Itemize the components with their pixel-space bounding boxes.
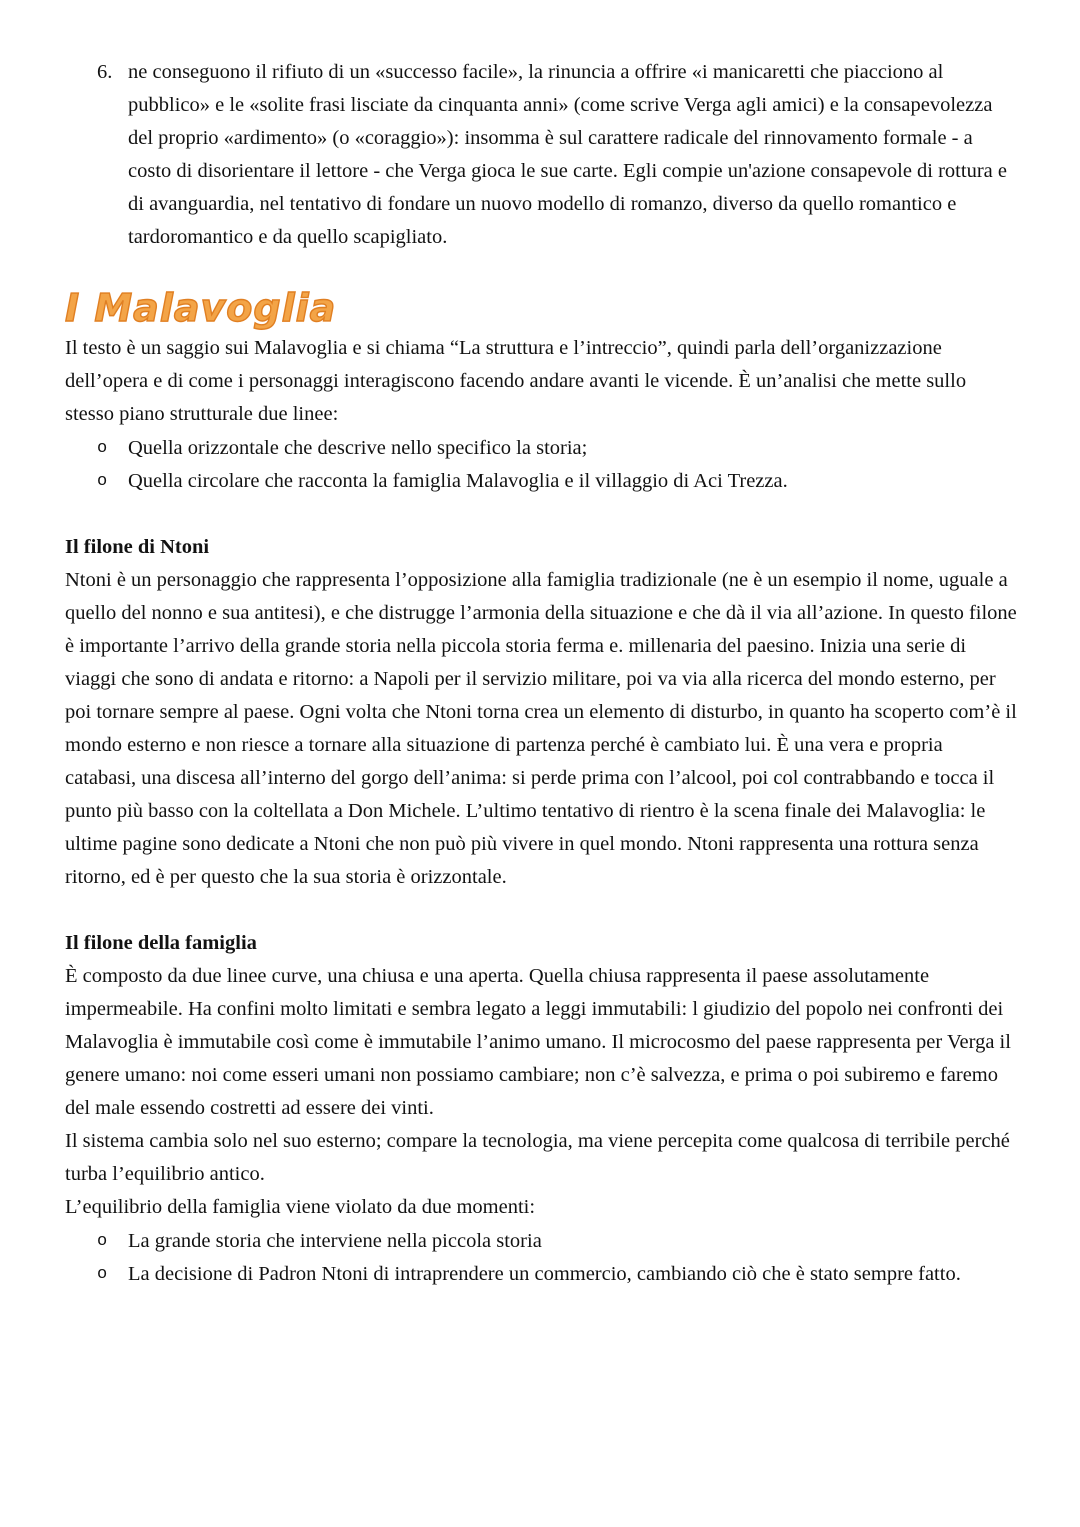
famiglia-paragraph-2: Il sistema cambia solo nel suo esterno; compare la tecnologia, ma viene percepita come qualcosa di terribile perché turba l’equilibrio antico.	[65, 1130, 1010, 1185]
list-item-number: 6.	[97, 61, 113, 83]
famiglia-paragraph-1: È composto da due linee curve, una chiusa e una aperta. Quella chiusa rappresenta il paese assolutamente impermeabile. Ha confini molto limitati e sembra legato a leggi immutabili: l giudizio del popolo nei confronti dei Malavoglia è immutabile così come è immutabile l’animo umano. Il microcosmo del paese rappresenta per Verga il genere umano: noi come esseri umani non possiamo cambiare; non c’è salvezza, e prima o poi subiremo e faremo del male essendo costretti ad essere dei vinti.	[65, 965, 1011, 1119]
list-item	[97, 432, 1018, 465]
intro-paragraph: Il testo è un saggio sui Malavoglia e si chiama “La struttura e l’intreccio”, quindi parla dell’organizzazione dell’opera e di come i personaggi interagiscono facendo andare avanti le vicende. È un’analisi che mette sullo stesso piano strutturale due linee:	[65, 337, 967, 425]
list-item-text: ne conseguono il rifiuto di un «successo facile», la rinuncia a offrire «i manicaretti che piacciono al pubblico» e le «solite frasi lisciate da cinquanta anni» (come scrive Verga agli amici) e la consapevolezza del proprio «ardimento» (o «coraggio»): insomma è sul carattere radicale del rinnovamento formale - a costo di disorientare il lettore - che Verga gioca le sue carte. Egli compie un'azione consapevole di rottura e di avanguardia, nel tentativo di fondare un nuovo modello di romanzo, diverso da quello romantico e tardoromantico e da quello scapigliato.	[128, 61, 1007, 248]
bullet-marker: o	[97, 1265, 108, 1284]
bullet-text: La grande storia che interviene nella piccola storia	[128, 1230, 542, 1252]
bullet-text: Quella circolare che racconta la famiglia Malavoglia e il villaggio di Aci Trezza.	[128, 470, 788, 492]
subheading-filone-ntoni: Il filone di Ntoni	[65, 536, 210, 558]
section-title-malavoglia: I Malavoglia	[65, 286, 337, 330]
ntoni-paragraph: Ntoni è un personaggio che rappresenta l’opposizione alla famiglia tradizionale (ne è un esempio il nome, uguale a quello del nonno e sua antitesi), e che distrugge l’armonia della situazione e che dà il via all’azione. In questo filone è importante l’arrivo della grande storia nella piccola storia ferma e. millenaria del paesino. Inizia una serie di viaggi che sono di andata e ritorno: a Napoli per il servizio militare, poi va via alla ricerca del mondo esterno, per poi tornare sempre al paese. Ogni volta che Ntoni torna crea un elemento di disturbo, in quanto ha scoperto com’è il mondo esterno e non riesce a tornare alla situazione di partenza perché è cambiato lui. È una vera e propria catabasi, una discesa all’interno del gorgo dell’anima: si perde prima con l’alcool, poi col contrabbando e tocca il punto più basso con la coltellata a Don Michele. L’ultimo tentativo di rientro è la scena finale dei Malavoglia: le ultime pagine sono dedicate a Ntoni che non può più vivere in quel mondo. Ntoni rappresenta una rottura senza ritorno, ed è per questo che la sua storia è orizzontale.	[65, 569, 1017, 888]
bullet-text: Quella orizzontale che descrive nello specifico la storia;	[128, 437, 588, 459]
bullet-text: La decisione di Padron Ntoni di intraprendere un commercio, cambiando ciò che è stato sempre fatto.	[128, 1263, 961, 1285]
bullet-marker: o	[97, 1232, 108, 1251]
numbered-list-item-6	[97, 56, 1018, 254]
bullet-marker: o	[97, 472, 108, 491]
subheading-filone-famiglia: Il filone della famiglia	[65, 932, 257, 954]
famiglia-bullet-list	[65, 1225, 1018, 1291]
list-item	[97, 1258, 1018, 1291]
intro-bullet-list	[65, 432, 1018, 498]
bullet-marker: o	[97, 439, 108, 458]
list-item	[97, 1225, 1018, 1258]
list-item	[97, 465, 1018, 498]
famiglia-paragraph-3: L’equilibrio della famiglia viene violato da due momenti:	[65, 1196, 536, 1218]
